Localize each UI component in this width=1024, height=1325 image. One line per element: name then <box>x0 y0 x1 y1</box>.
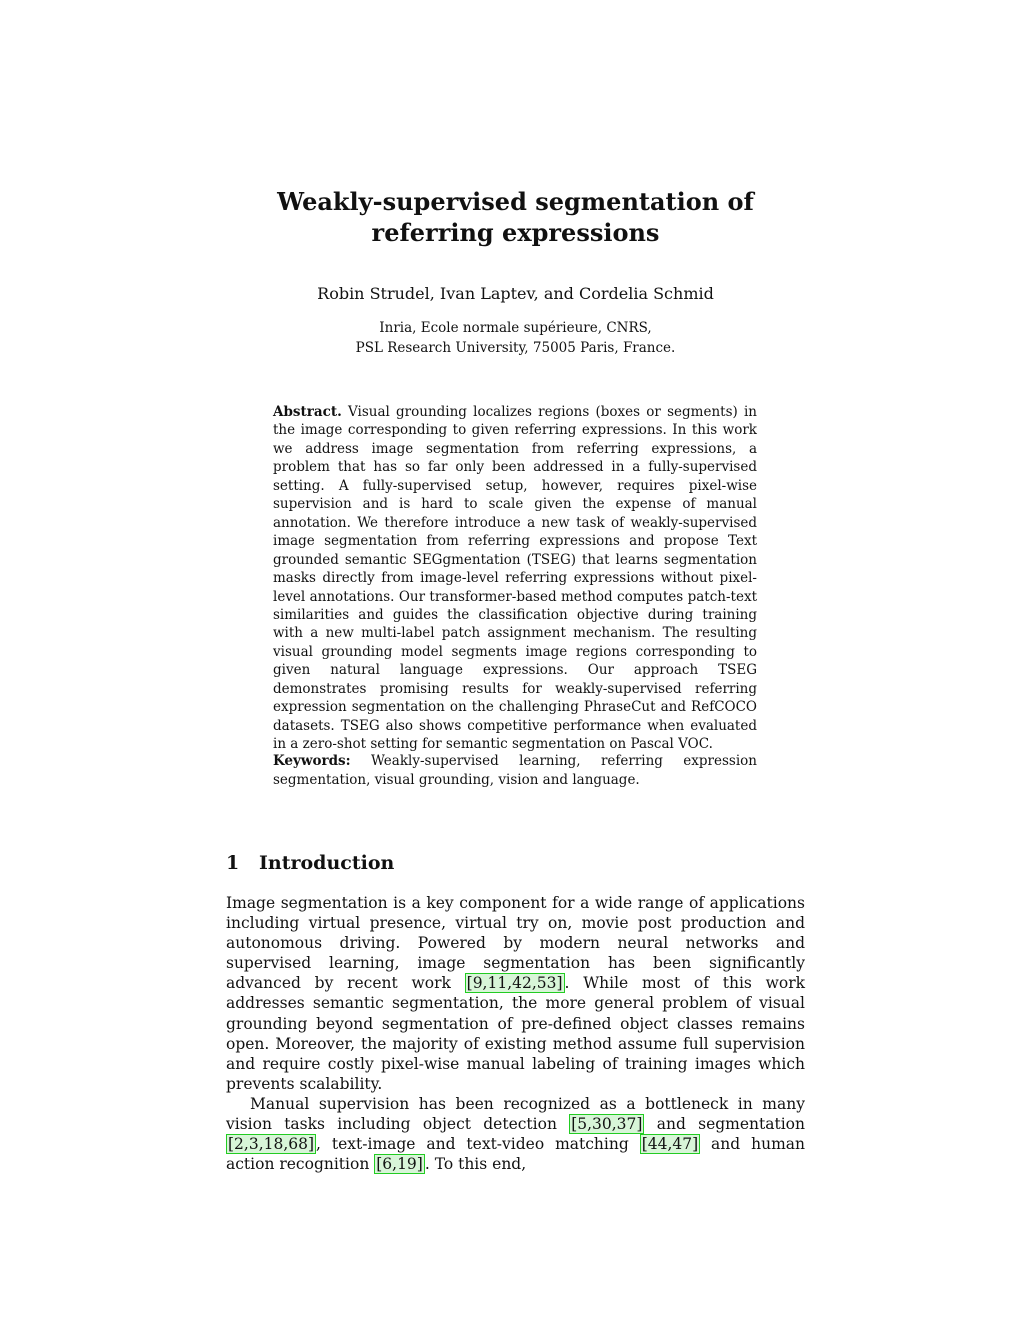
section-heading-introduction <box>226 850 394 876</box>
paper-title <box>0 186 1024 248</box>
citation-link[interactable]: [6,19] <box>376 1155 423 1174</box>
keywords-text: Weakly-supervised learning, referring expression segmentation, visual grounding, vision and language. <box>273 753 757 788</box>
section-number: 1 <box>226 852 240 874</box>
title-line-1: Weakly-supervised segmentation of <box>277 187 754 216</box>
affiliation-line-1: Inria, Ecole normale supérieure, CNRS, <box>379 320 652 336</box>
intro-text: , text-image and text-video matching <box>316 1135 640 1154</box>
authors: Robin Strudel, Ivan Laptev, and Cordelia Schmid <box>317 284 714 303</box>
citation-link[interactable]: [5,30,37] <box>571 1115 643 1134</box>
citation-link[interactable]: [2,3,18,68] <box>228 1135 315 1154</box>
intro-text: Manual supervision has been recognized as a bottleneck in many vision tasks including object detection <box>226 1094 805 1134</box>
intro-paragraph-1 <box>226 893 805 1094</box>
intro-text: Image segmentation is a key component for a wide range of applications including virtual presence, virtual try on, movie post production and autonomous driving. Powered by modern neural networks and supervised learning, image segmentation has been significantly advanced by recent work <box>226 894 805 993</box>
section-title: Introduction <box>259 852 395 874</box>
abstract-text: Visual grounding localizes regions (boxes or segments) in the image corresponding to given referring expressions. In this work we address image segmentation from referring expressions, a problem that has so far only been addressed in a fully-supervised setting. A fully-supervised setup, however, requires pixel-wise supervision and is hard to scale given the expense of manual annotation. We therefore introduce a new task of weakly-supervised image segmentation from referring expressions and propose Text grounded semantic SEGgmentation (TSEG) that learns segmentation masks directly from image-level referring expressions without pixel-level annotations. Our transformer-based method computes patch-text similarities and guides the classification objective during training with a new multi-label patch assignment mechanism. The resulting visual grounding model segments image regions corresponding to given natural language expressions. Our approach TSEG demonstrates promising results for weakly-supervised referring expression segmentation on the challenging PhraseCut and RefCOCO datasets. TSEG also shows competitive performance when evaluated in a zero-shot setting for semantic segmentation on Pascal VOC. <box>273 404 757 753</box>
intro-text: and segmentation <box>644 1115 805 1134</box>
abstract <box>273 403 757 754</box>
affiliation <box>0 318 1024 358</box>
intro-paragraph-2 <box>226 1094 805 1174</box>
citation-link[interactable]: [9,11,42,53] <box>466 974 563 993</box>
affiliation-line-2: PSL Research University, 75005 Paris, France. <box>355 340 676 356</box>
abstract-label: Abstract. <box>273 404 342 420</box>
introduction-body <box>226 893 805 1174</box>
citation-link[interactable]: [44,47] <box>641 1135 699 1154</box>
keywords-label: Keywords: <box>273 753 351 769</box>
intro-text: . To this end, <box>424 1155 527 1174</box>
keywords <box>273 752 757 790</box>
title-line-2: referring expressions <box>371 218 660 247</box>
intro-text: and human action recognition <box>226 1135 805 1174</box>
intro-text: . While most of this work addresses semantic segmentation, the more general problem of visual grounding beyond segmentation of pre-defined object classes remains open. Moreover, the majority of existing method assume full supervision and require costly pixel-wise manual labeling of training images which prevents scalability. <box>226 974 806 1093</box>
